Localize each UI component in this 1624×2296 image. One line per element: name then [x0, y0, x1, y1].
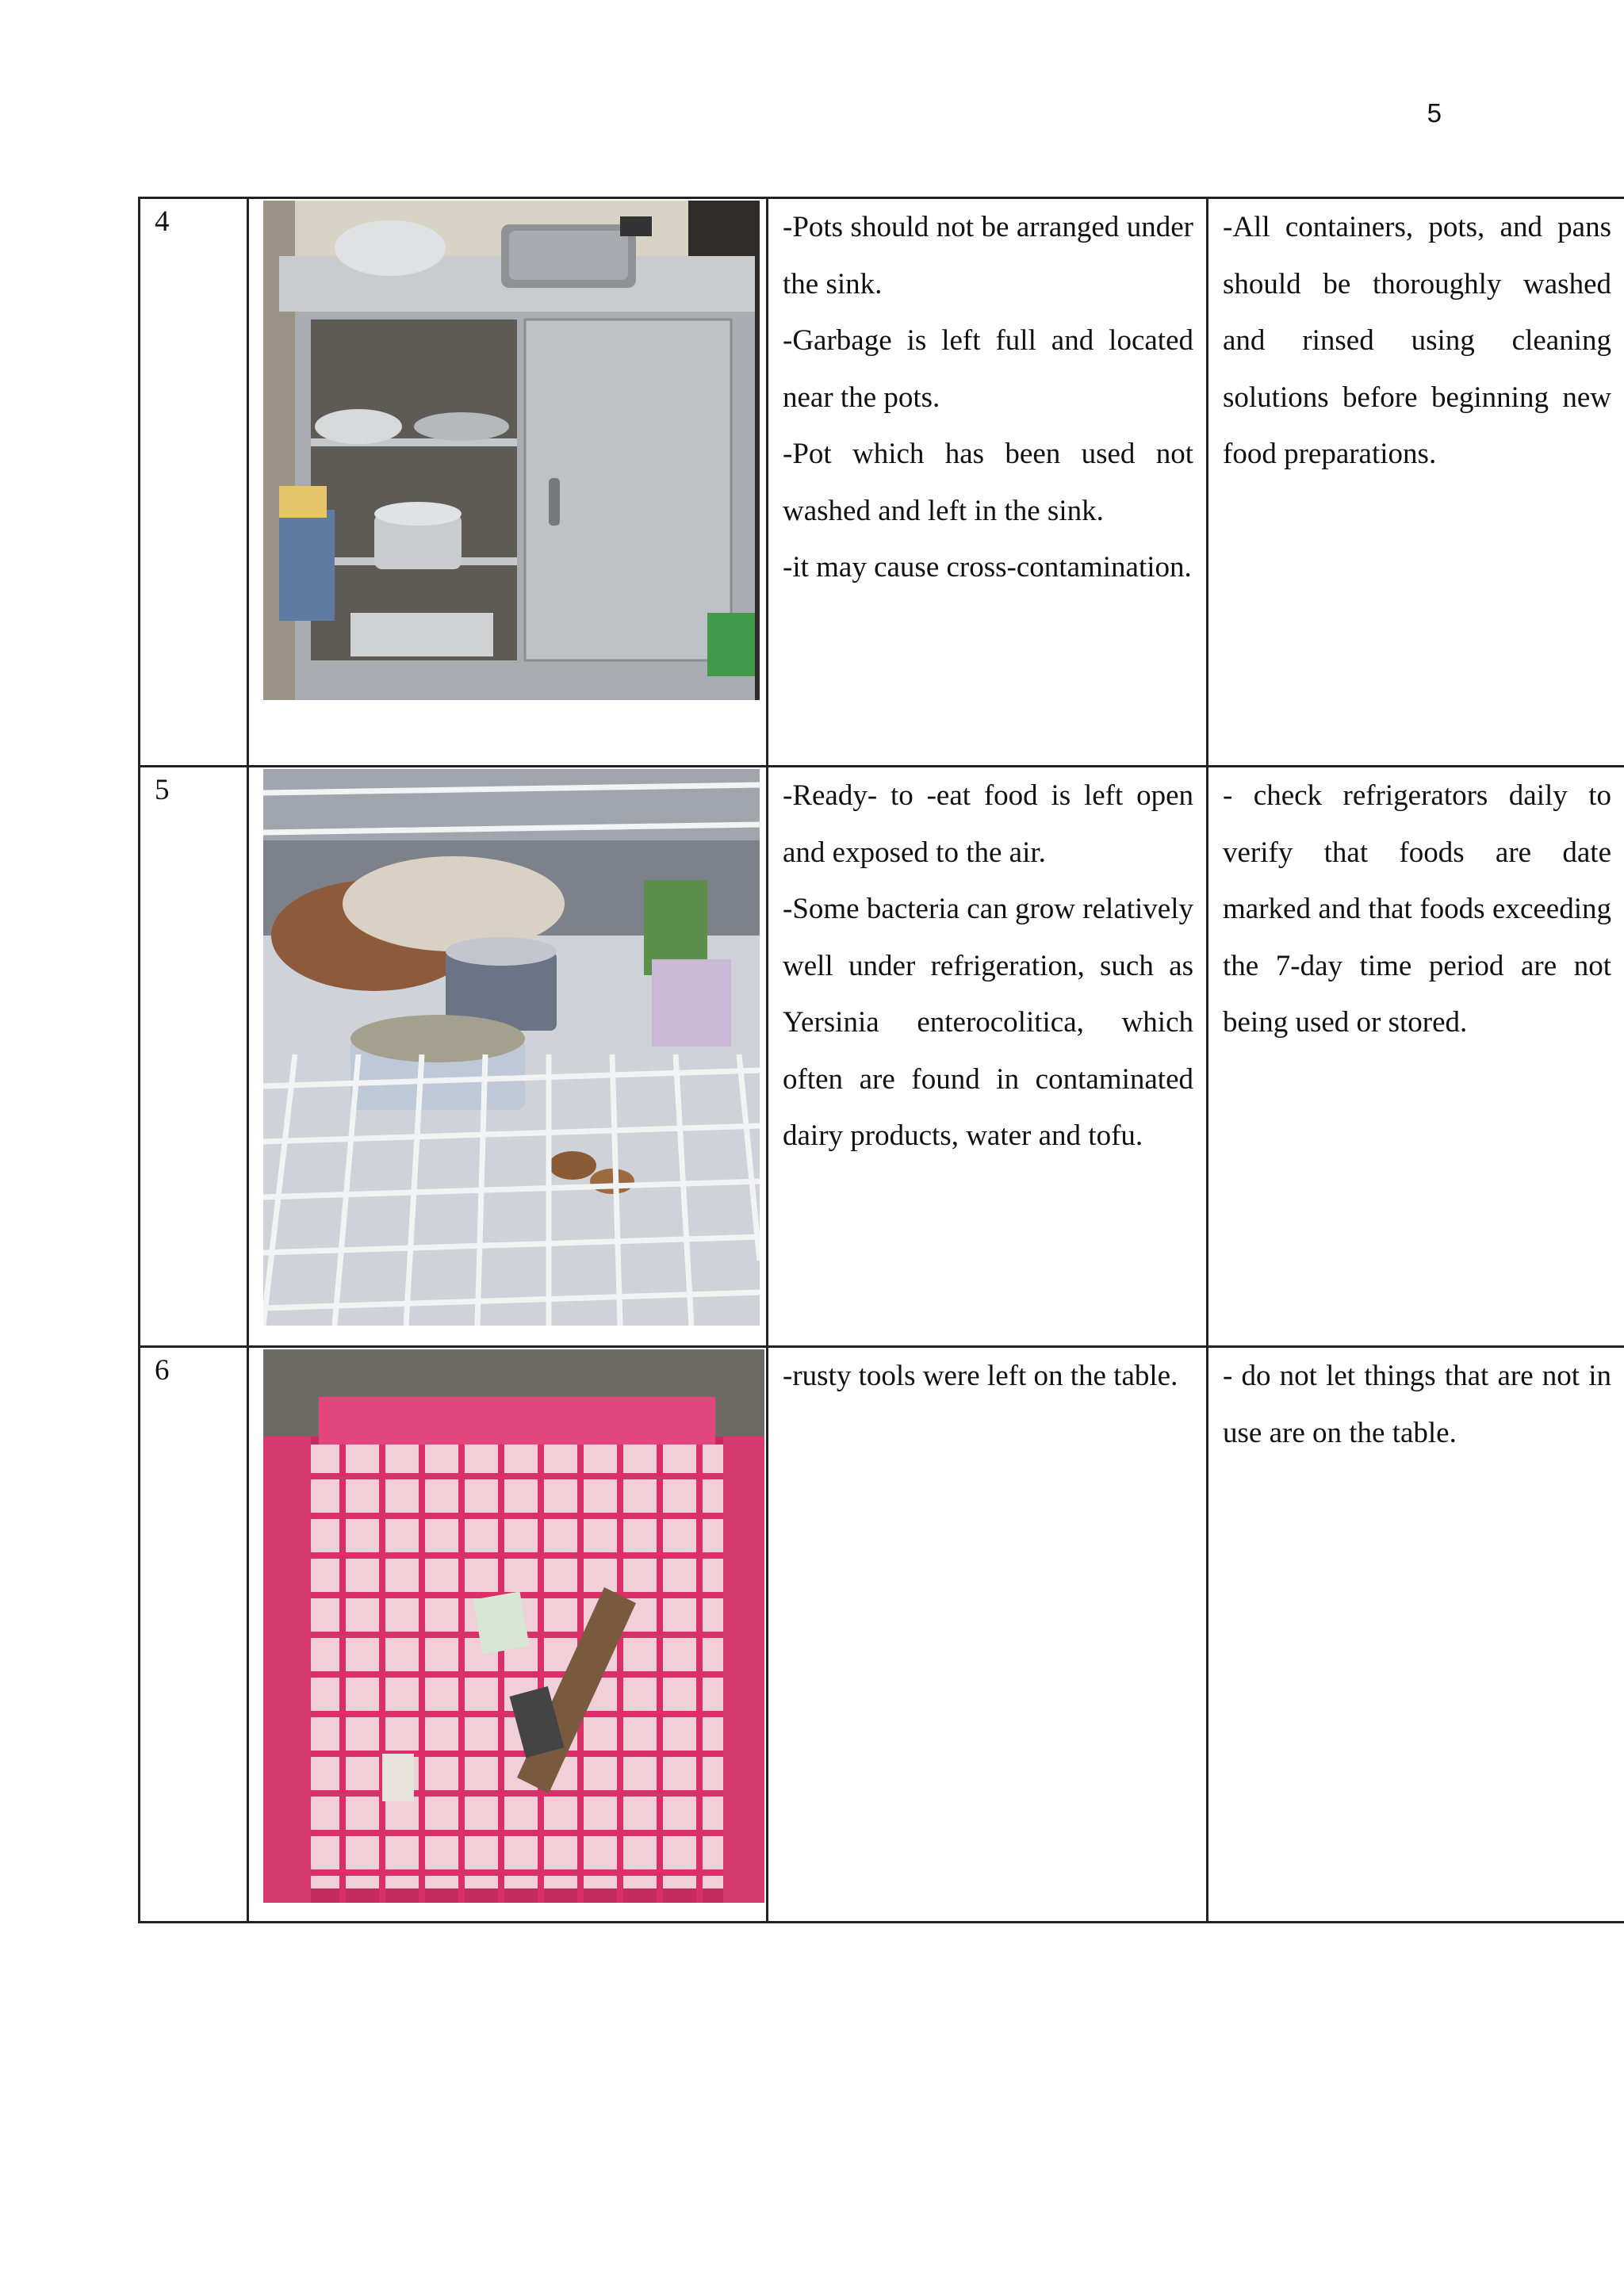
- page-number: 5: [1427, 98, 1442, 128]
- observation-cell: [768, 1347, 1208, 1923]
- refrigerator-photo: [263, 769, 760, 1326]
- table-row: [140, 767, 1624, 1347]
- observation-item: -Garbage is left full and located near the pots.: [783, 324, 1193, 414]
- observation-item: -Some bacteria can grow relatively well under refrigeration, such as Yersinia enterocolitica, which often are found in contaminated dairy products, water and tofu.: [783, 893, 1193, 1152]
- observation-item: -rusty tools were left on the table.: [783, 1360, 1178, 1392]
- table-row: [140, 198, 1624, 767]
- recommendation-cell: [1208, 767, 1624, 1347]
- observation-item: -Pot which has been used not washed and left in the sink.: [783, 438, 1193, 527]
- recommendation-item: -All containers, pots, and pans should be thoroughly washed and rinsed using cleaning solutions before beginning new food preparations.: [1223, 211, 1611, 470]
- photo-cell: [248, 1347, 768, 1923]
- observation-item: -Ready- to -eat food is left open and exposed to the air.: [783, 779, 1193, 869]
- observation-cell: [768, 767, 1208, 1347]
- row-number: 5: [140, 767, 248, 1347]
- photo-cell: [248, 198, 768, 767]
- sink-photo: [263, 201, 760, 700]
- recommendation-item: - do not let things that are not in use are on the table.: [1223, 1360, 1611, 1449]
- photo-cell: [248, 767, 768, 1347]
- recommendation-item: - check refrigerators daily to verify that foods are date marked and that foods exceeding the 7-day time period are not being used or stored.: [1223, 779, 1611, 1039]
- observation-item: -Pots should not be arranged under the sink.: [783, 211, 1193, 300]
- table-row: [140, 1347, 1624, 1923]
- basket-photo: [263, 1349, 760, 1903]
- recommendation-cell: [1208, 198, 1624, 767]
- observation-cell: [768, 198, 1208, 767]
- row-number: 6: [140, 1347, 248, 1923]
- recommendation-cell: [1208, 1347, 1624, 1923]
- observation-item: -it may cause cross-contamination.: [783, 551, 1192, 584]
- row-number: 4: [140, 198, 248, 767]
- inspection-table: [138, 197, 1624, 1923]
